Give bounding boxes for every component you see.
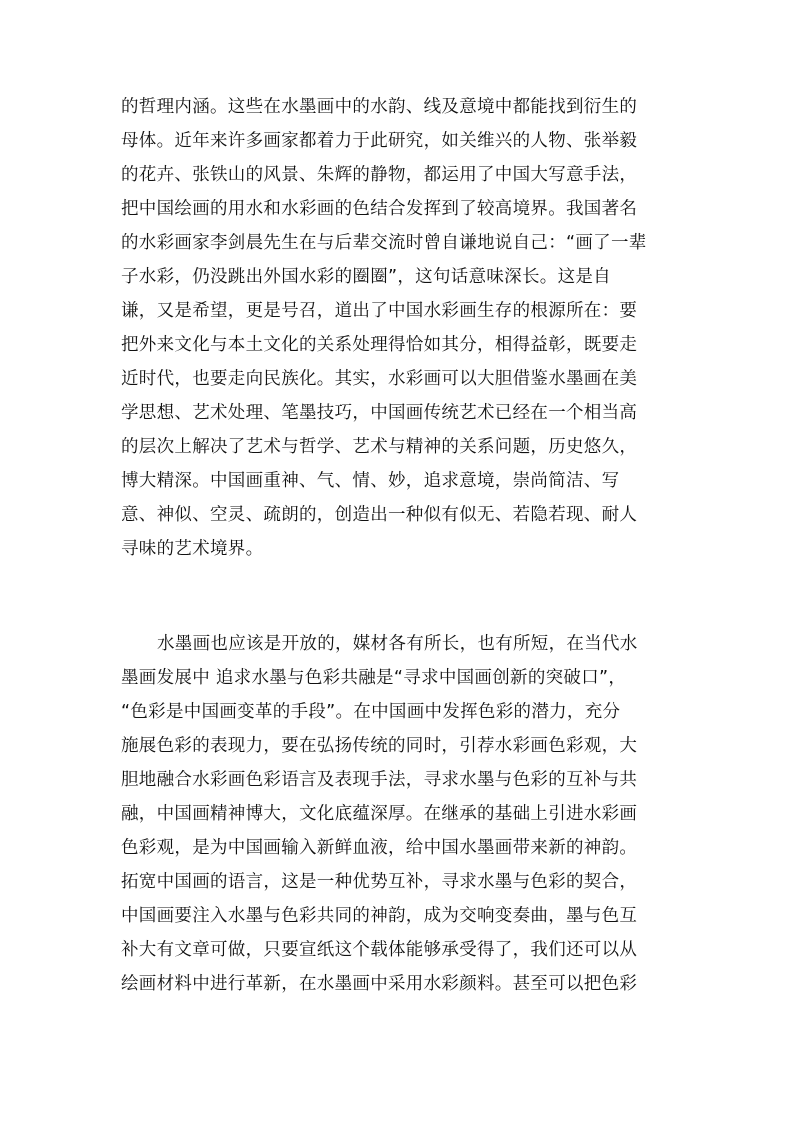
text-line: 谦，又是希望，更是号召，道出了中国水彩画生存的根源所在：要 [121, 301, 638, 321]
text-line: 中国画要注入水墨与色彩共同的神韵，成为交响变奏曲，墨与色互 [121, 906, 638, 926]
text-line: 融，中国画精神博大，文化底蕴深厚。在继承的基础上引进水彩画 [121, 804, 638, 824]
text-line: 寻味的艺术境界。 [121, 539, 264, 559]
text-line: 胆地融合水彩画色彩语言及表现手法，寻求水墨与色彩的互补与共 [121, 770, 638, 790]
text-line: 学思想、艺术处理、笔墨技巧，中国画传统艺术已经在一个相当高 [121, 403, 638, 423]
paragraph-1 [121, 90, 681, 566]
text-line: 把外来文化与本土文化的关系处理得恰如其分，相得益彰，既要走 [121, 335, 638, 355]
text-line: “色彩是中国画变革的手段”。在中国画中发挥色彩的潜力，充分 [121, 702, 621, 722]
text-line: 色彩观，是为中国画输入新鲜血液，给中国水墨画带来新的神韵。 [121, 838, 638, 858]
text-line: 绘画材料中进行革新，在水墨画中采用水彩颜料。甚至可以把色彩 [121, 974, 638, 994]
paragraph-2 [121, 627, 681, 1001]
text-line: 的层次上解决了艺术与哲学、艺术与精神的关系问题，历史悠久， [121, 437, 638, 457]
text-line: 博大精深。中国画重神、气、情、妙，追求意境，崇尚简洁、写 [121, 471, 620, 491]
text-line: 母体。近年来许多画家都着力于此研究，如关维兴的人物、张举毅 [121, 131, 638, 151]
text-line: 拓宽中国画的语言，这是一种优势互补，寻求水墨与色彩的契合， [121, 872, 638, 892]
text-line: 把中国绘画的用水和水彩画的色结合发挥到了较高境界。我国著名 [121, 199, 638, 219]
text-line: 近时代，也要走向民族化。其实，水彩画可以大胆借鉴水墨画在美 [121, 369, 638, 389]
text-line: 补大有文章可做，只要宣纸这个载体能够承受得了，我们还可以从 [121, 940, 638, 960]
text-line: 的花卉、张铁山的风景、朱辉的静物，都运用了中国大写意手法， [121, 165, 638, 185]
text-line: 水墨画也应该是开放的，媒材各有所长，也有所短，在当代水 [157, 634, 638, 654]
text-line: 的哲理内涵。这些在水墨画中的水韵、线及意境中都能找到衍生的 [121, 97, 638, 117]
text-line: 子水彩，仍没跳出外国水彩的圈圈”，这句话意味深长。这是自 [121, 267, 611, 287]
text-line: 意、神似、空灵、疏朗的，创造出一种似有似无、若隐若现、耐人 [121, 505, 638, 525]
text-line: 施展色彩的表现力，要在弘扬传统的同时，引荐水彩画色彩观，大 [121, 736, 638, 756]
text-line: 墨画发展中 追求水墨与色彩共融是“寻求中国画创新的突破口”， [121, 668, 627, 688]
text-line: 的水彩画家李剑晨先生在与后辈交流时曾自谦地说自己：“画了一辈 [121, 233, 647, 253]
